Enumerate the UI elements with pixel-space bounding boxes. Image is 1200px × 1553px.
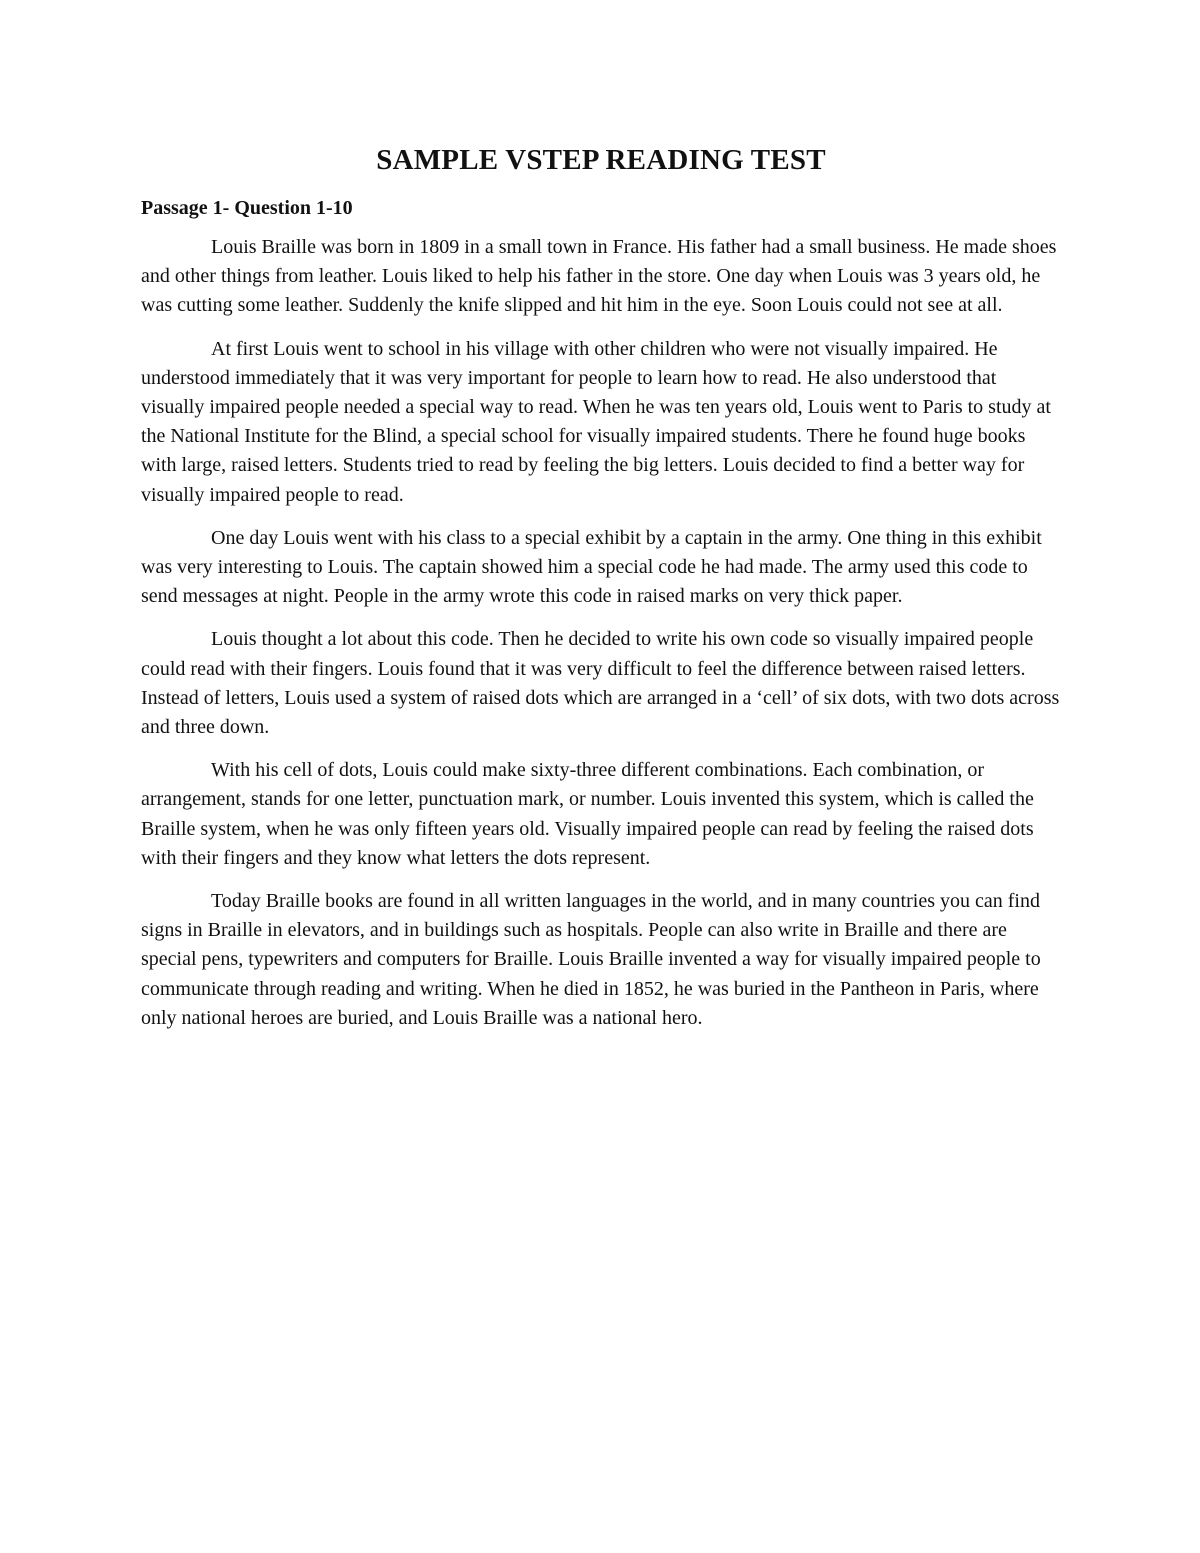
paragraph-5: With his cell of dots, Louis could make sixty-three different combinations. Each combination, or arrangement, stands for one letter, punctuation mark, or number. Louis invented this system, which is called the Braille system, when he was only fifteen years old. Visually impaired people can read by feeling the raised dots with their fingers and they know what letters the dots represent.: [141, 759, 1034, 869]
paragraph-4: Louis thought a lot about this code. Then he decided to write his own code so visually impaired people could read with their fingers. Louis found that it was very difficult to feel the difference between raised letters. Instead of letters, Louis used a system of raised dots which are arranged in a ‘cell’ of six dots, with two dots across and three down.: [141, 628, 1060, 739]
paragraph-3: One day Louis went with his class to a special exhibit by a captain in the army. One thing in this exhibit was very interesting to Louis. The captain showed him a special code he had made. The army used this code to send messages at night. People in the army wrote this code in raised marks on very thick paper.: [141, 526, 1042, 608]
document-page: [141, 140, 1061, 1047]
document-title: SAMPLE VSTEP READING TEST: [376, 144, 826, 176]
paragraph-6: Today Braille books are found in all written languages in the world, and in many countries you can find signs in Braille in elevators, and in buildings such as hospitals. People can also write in Braille and there are special pens, typewriters and computers for Braille. Louis Braille invented a way for visually impaired people to communicate through reading and writing. When he died in 1852, he was buried in the Pantheon in Paris, where only national heroes are buried, and Louis Braille was a national hero.: [141, 890, 1041, 1029]
passage-heading: Passage 1- Question 1-10: [141, 197, 353, 219]
paragraph-1: Louis Braille was born in 1809 in a small town in France. His father had a small business. He made shoes and other things from leather. Louis liked to help his father in the store. One day when Louis was 3 years old, he was cutting some leather. Suddenly the knife slipped and hit him in the eye. Soon Louis could not see at all.: [141, 236, 1057, 317]
paragraph-2: At first Louis went to school in his village with other children who were not visually impaired. He understood immediately that it was very important for people to learn how to read. He also understood that visually impaired people needed a special way to read. When he was ten years old, Louis went to Paris to study at the National Institute for the Blind, a special school for visually impaired students. There he found huge books with large, raised letters. Students tried to read by feeling the big letters. Louis decided to find a better way for visually impaired people to read.: [141, 337, 1051, 506]
